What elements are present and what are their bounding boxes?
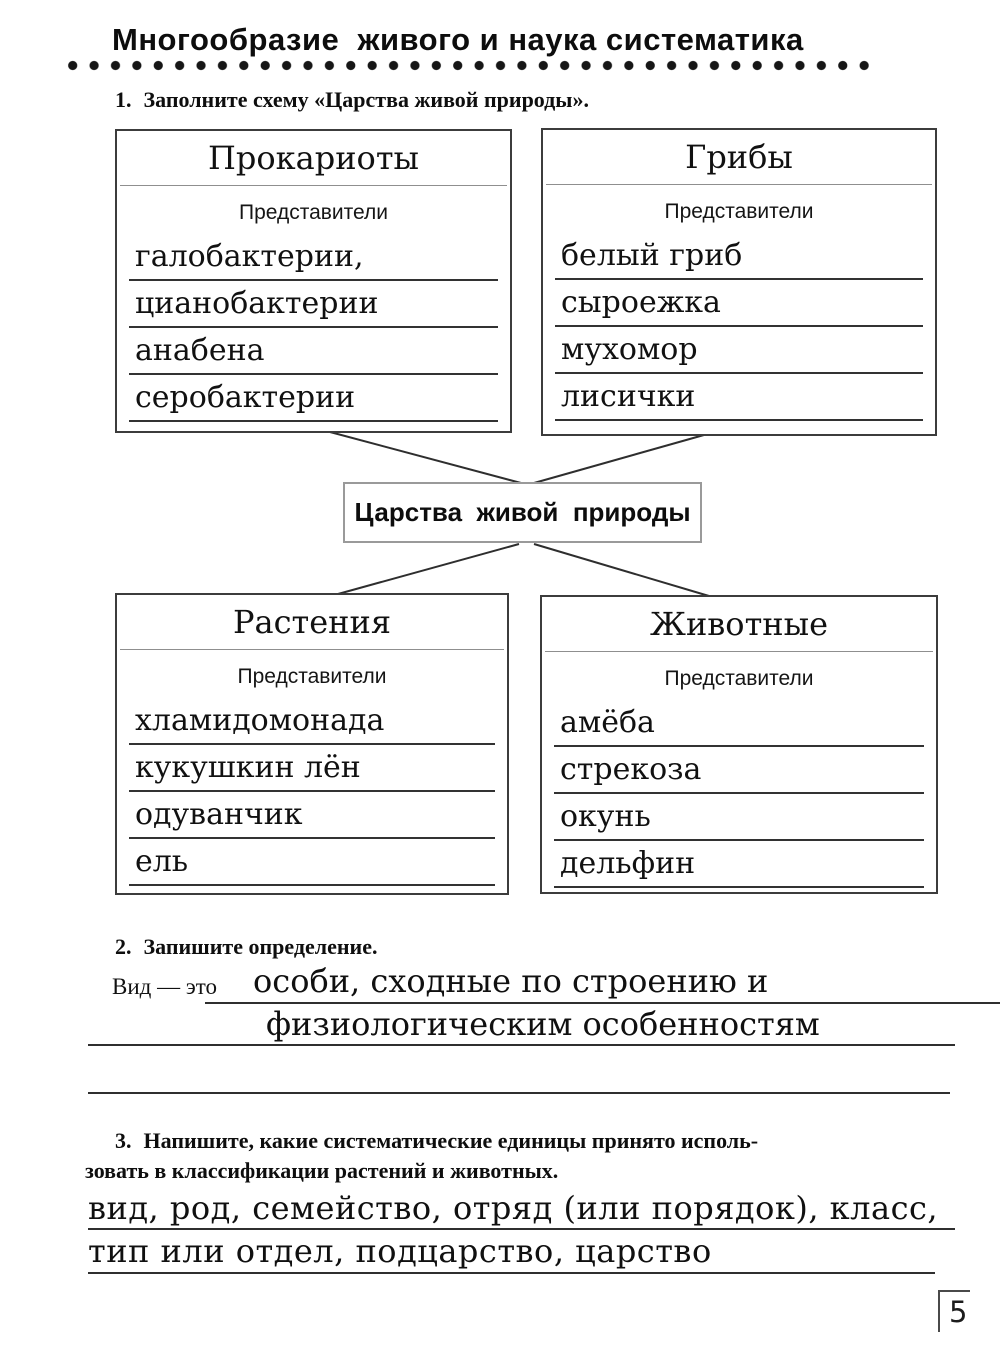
task3-instruction-line1: Напишите, какие систематические единицы принято исполь- (143, 1128, 759, 1153)
answer-text: кукушкин лён (135, 750, 361, 785)
answer-text: одуванчик (135, 797, 303, 832)
kingdom-title-animals: Животные (545, 601, 933, 652)
answer-row (555, 233, 923, 280)
kingdom-box-plants (115, 593, 509, 895)
answer-rows (554, 700, 924, 888)
answer-row (129, 328, 498, 375)
connector-animals (534, 544, 709, 596)
task3-instruction-line2: зовать в классификации растений и животных. (85, 1158, 559, 1183)
connector-prokaryotes (330, 432, 521, 483)
central-box: Царства живой природы (343, 482, 702, 543)
kingdom-subtitle: Представители (664, 667, 814, 690)
answer-text: дельфин (560, 846, 696, 881)
connector-plants (338, 544, 519, 594)
answer-text: хламидомонада (135, 703, 385, 738)
task2-prompt: Вид — это (112, 974, 217, 999)
answer-rows (129, 698, 495, 886)
answer-row (554, 700, 924, 747)
answer-text: галобактерии, (135, 239, 364, 274)
task3-number: 3. (115, 1128, 132, 1153)
task2-instruction: Запишите определение. (143, 934, 378, 959)
answer-text: ель (135, 844, 189, 879)
task3-answer-line-2: тип или отдел, подцарство, царство (88, 1230, 935, 1274)
kingdom-box-prokaryotes (115, 129, 512, 433)
answer-row (129, 375, 498, 422)
answer-text: анабена (135, 333, 265, 368)
answer-row (129, 234, 498, 281)
kingdom-title-prokaryotes: Прокариоты (120, 135, 507, 186)
answer-row (129, 839, 495, 886)
answer-row (555, 327, 923, 374)
kingdom-subtitle: Представители (664, 200, 814, 223)
page-title: Многообразие живого и наука систематика (112, 22, 804, 57)
connector-fungi (534, 433, 711, 483)
kingdom-box-fungi (541, 128, 937, 436)
answer-text: окунь (560, 799, 651, 834)
answer-rows (555, 233, 923, 421)
answer-text: цианобактерии (135, 286, 379, 321)
answer-text: лисички (561, 379, 696, 414)
task2-blank-line (88, 1052, 950, 1094)
answer-row (129, 698, 495, 745)
task2-answer-line-2: физиологическим особенностям (88, 1004, 955, 1046)
task3-heading-line2 (85, 1158, 558, 1184)
answer-row (555, 280, 923, 327)
page-number: 5 (949, 1295, 968, 1329)
kingdom-title-plants: Растения (120, 599, 504, 650)
kingdom-box-animals (540, 595, 938, 894)
page-number-corner (938, 1290, 970, 1332)
answer-text: стрекоза (560, 752, 702, 787)
kingdom-title-fungi: Грибы (546, 134, 932, 185)
answer-row (129, 792, 495, 839)
task1-heading (115, 87, 589, 113)
kingdom-subtitle: Представители (238, 201, 389, 224)
answer-row (555, 374, 923, 421)
dotted-separator (62, 57, 874, 74)
answer-row (129, 745, 495, 792)
task1-instruction: Заполните схему «Царства живой природы». (143, 87, 589, 112)
answer-text: серобактерии (135, 380, 356, 415)
task2-number: 2. (115, 934, 132, 959)
answer-row (554, 747, 924, 794)
task1-number: 1. (115, 87, 132, 112)
answer-row (129, 281, 498, 328)
kingdom-subtitle: Представители (237, 665, 387, 688)
answer-text: мухомор (561, 332, 698, 367)
answer-text: белый гриб (561, 238, 743, 273)
answer-text: сыроежка (561, 285, 721, 320)
answer-row (554, 794, 924, 841)
task3-answer-line-1: вид, род, семейство, отряд (или порядок), класс, (88, 1186, 955, 1230)
answer-text: амёба (560, 705, 655, 740)
answer-row (554, 841, 924, 888)
task2-heading (115, 934, 378, 960)
answer-rows (129, 234, 498, 422)
task2-answer-line-1: особи, сходные по строению и (205, 960, 1000, 1004)
task3-heading-line1 (115, 1128, 758, 1154)
